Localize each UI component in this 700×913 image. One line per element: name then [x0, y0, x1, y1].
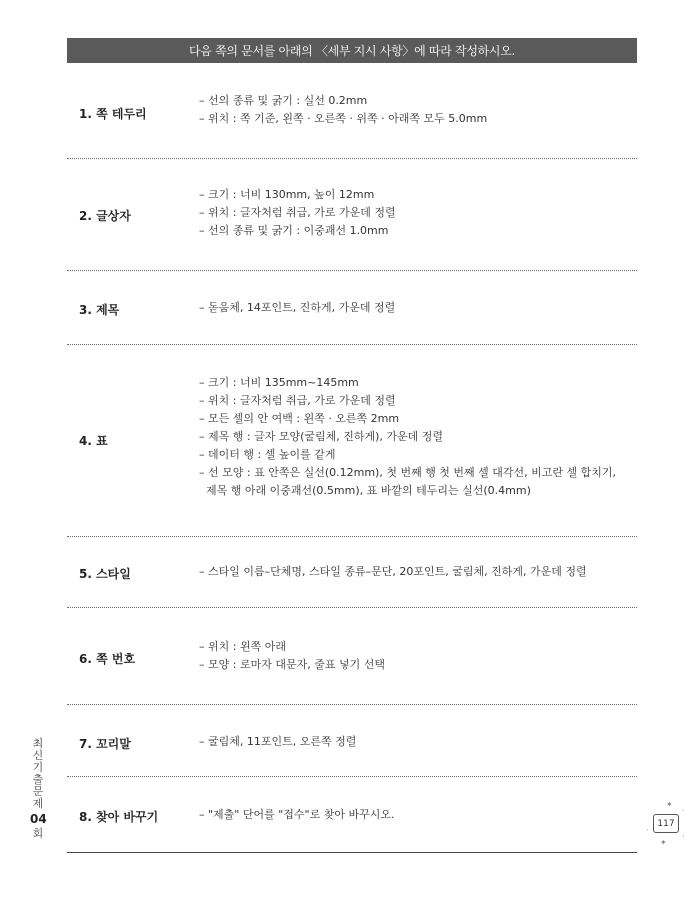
section-divider [67, 344, 637, 345]
section-title: 6. 쪽 번호 [79, 652, 136, 666]
side-label-char: 기 [32, 761, 44, 774]
instruction-line: – 크기 : 너비 135mm~145mm [199, 376, 359, 389]
instruction-line: – 크기 : 너비 130mm, 높이 12mm [199, 188, 375, 201]
instruction-line: – 위치 : 글자처럼 취급, 가로 가운데 정렬 [199, 394, 396, 407]
section-lines [199, 733, 356, 751]
sparkle-icon: · [682, 832, 685, 841]
section-lines [199, 92, 487, 128]
bottom-rule [67, 852, 637, 853]
section-lines [199, 186, 396, 240]
section-lines [199, 299, 395, 317]
page-number-box [653, 814, 679, 833]
section-title: 8. 찾아 바꾸기 [79, 810, 159, 824]
instruction-header [67, 38, 637, 63]
instruction-line: – 위치 : 쪽 기준, 왼쪽 · 오른쪽 · 위쪽 · 아래쪽 모두 5.0mm [199, 112, 488, 125]
section-divider [67, 776, 637, 777]
section-lines [199, 374, 616, 500]
section-divider [67, 536, 637, 537]
instruction-line: – 선의 종류 및 굵기 : 실선 0.2mm [199, 94, 368, 107]
instruction-line: – 데이터 행 : 셀 높이를 같게 [199, 448, 336, 461]
instruction-line: 제목 행 아래 이중괘선(0.5mm), 표 바깥의 테두리는 실선(0.4mm) [199, 484, 531, 497]
section-divider [67, 704, 637, 705]
instruction-line: – 스타일 이름–단체명, 스타일 종류–문단, 20포인트, 굴림체, 진하게, 가운데 정렬 [199, 565, 587, 578]
section-title: 7. 꼬리말 [79, 737, 131, 751]
instruction-line: – 위치 : 왼쪽 아래 [199, 640, 286, 653]
instruction-line: – 선 모양 : 표 안쪽은 실선(0.12mm), 첫 번째 행 첫 번째 셀 대각선, 비고란 셀 합치기, [199, 466, 617, 479]
instruction-line: – 굴림체, 11포인트, 오른쪽 정렬 [199, 735, 357, 748]
section-title: 5. 스타일 [79, 567, 131, 581]
instruction-line: – 돋움체, 14포인트, 진하게, 가운데 정렬 [199, 301, 396, 314]
instruction-line: – "제출" 단어를 "접수"로 찾아 바꾸시오. [199, 808, 395, 821]
sparkle-icon: ✦ [666, 800, 673, 809]
page-number: 117 [657, 818, 675, 829]
section-title: 2. 글상자 [79, 209, 131, 223]
section-divider [67, 270, 637, 271]
instruction-line: – 모양 : 로마자 대문자, 줄표 넣기 선택 [199, 658, 385, 671]
section-lines [199, 638, 385, 674]
side-label-char: 출 [32, 773, 44, 786]
instruction-text: 다음 쪽의 문서를 아래의 〈세부 지시 사항〉에 따라 작성하시오. [188, 44, 516, 58]
side-label [30, 738, 46, 840]
side-label-suffix: 회 [32, 827, 44, 840]
section-title: 3. 제목 [79, 303, 120, 317]
side-label-char: 최 [32, 737, 44, 750]
section-divider [67, 158, 637, 159]
side-label-char: 제 [32, 797, 44, 810]
instruction-line: – 위치 : 글자처럼 취급, 가로 가운데 정렬 [199, 206, 396, 219]
section-lines [199, 806, 394, 824]
side-label-number: 04 [30, 812, 47, 826]
section-lines [199, 563, 587, 581]
sparkle-icon: ✦ [660, 838, 667, 847]
side-label-char: 신 [32, 749, 44, 762]
instruction-line: – 선의 종류 및 굵기 : 이중괘선 1.0mm [199, 224, 389, 237]
side-label-char: 문 [32, 785, 44, 798]
section-divider [67, 607, 637, 608]
section-title: 4. 표 [79, 434, 108, 448]
instruction-line: – 제목 행 : 글자 모양(굴림체, 진하게), 가운데 정렬 [199, 430, 444, 443]
section-title: 1. 쪽 테두리 [79, 107, 147, 121]
instruction-line: – 모든 셀의 안 여백 : 왼쪽 · 오른쪽 2mm [199, 412, 400, 425]
sparkle-icon: · [646, 826, 649, 835]
sparkle-icon: · [682, 806, 685, 815]
